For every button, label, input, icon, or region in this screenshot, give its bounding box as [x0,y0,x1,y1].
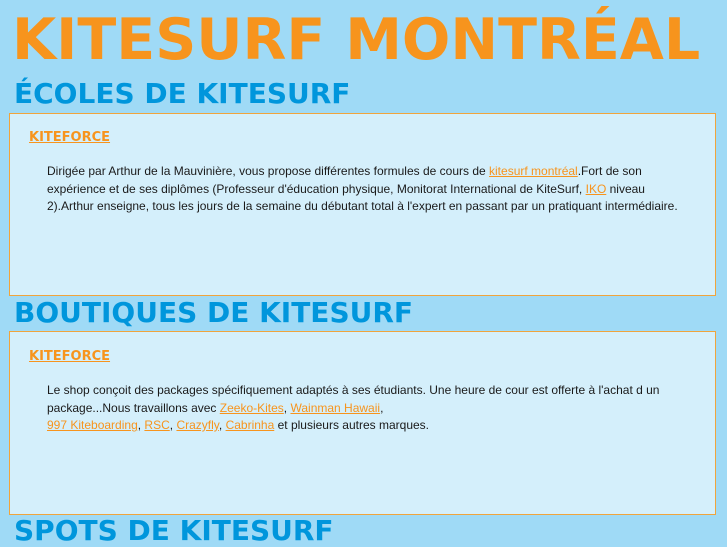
boutiques-entry-description [47,382,687,435]
brand-link-997-kiteboarding[interactable]: 997 Kiteboarding [47,418,138,432]
brand-link-wainman-hawaii[interactable]: Wainman Hawaii [290,400,381,415]
section-heading-boutiques: BOUTIQUES DE KITESURF [14,296,414,329]
boutiques-entry-title-link[interactable]: KITEFORCE [29,349,111,364]
brand-link-crazyfly[interactable]: Crazyfly [176,418,219,432]
ecoles-entry-description [47,163,687,216]
section-heading-spots: SPOTS DE KITESURF [14,514,334,547]
ecoles-entry-title-link[interactable]: KITEFORCE [29,130,111,145]
ecoles-panel [9,113,716,296]
section-heading-ecoles: ÉCOLES DE KITESURF [14,77,351,110]
ecoles-text-part-2: .Fort de son expérience et de ses diplômes (Professeur d'éducation physique, Monitorat International de KiteSurf, [47,164,642,196]
brand-separator: , [380,400,384,415]
ecoles-text-part-1: Dirigée par Arthur de la Mauvinière, vous propose différentes formules de cours de [47,164,490,178]
brand-link-rsc[interactable]: RSC [144,418,170,432]
brand-link-zeeko-kites[interactable]: Zeeko-Kites [219,400,284,415]
brand-separator: , [283,400,291,415]
kitesurf-montreal-link[interactable]: kitesurf montréal [489,164,578,178]
iko-link[interactable]: IKO [585,181,607,196]
brand-separator: , [137,418,145,432]
brand-separator: , [169,418,177,432]
site-title: KITESURF MONTRÉAL [12,7,701,73]
brand-link-cabrinha[interactable]: Cabrinha [225,418,275,432]
ecoles-text-part-3: niveau 2).Arthur enseigne, tous les jours de la semaine du débutant total à l'expert en passant par un pratiquant intermédiaire. [47,181,678,213]
boutiques-panel [9,331,716,515]
brand-separator: , [218,418,226,432]
boutiques-text-part-1: Le shop conçoit des packages spécifiquement adaptés à ses étudiants. Une heure de cour est offerte à l'achat d un package...Nous travaillons avec [47,383,660,415]
boutiques-text-end: et plusieurs autres marques. [274,418,430,432]
